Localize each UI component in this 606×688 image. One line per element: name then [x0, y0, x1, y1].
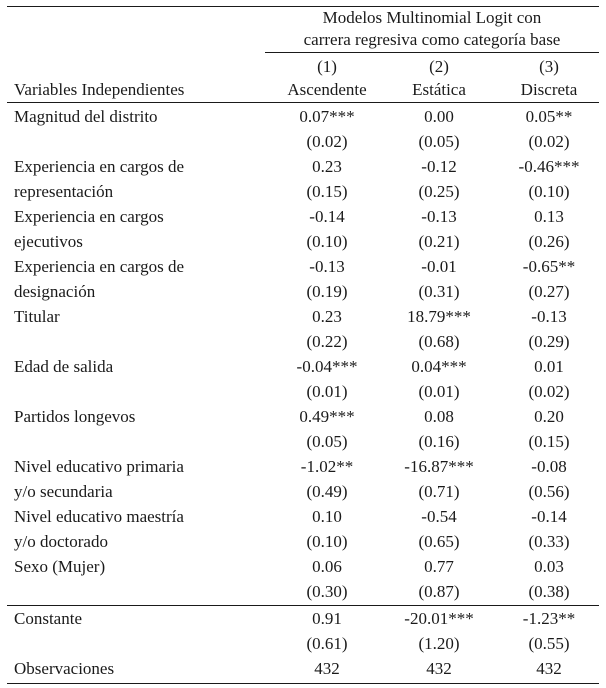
cell-value: 0.05**: [525, 107, 573, 126]
table-row: [7, 354, 599, 379]
table-row: [7, 656, 599, 681]
cell-value: -0.65**: [522, 257, 576, 276]
cell-value: -0.13: [531, 307, 567, 326]
row-label: Titular: [14, 307, 60, 326]
cell-value: (0.27): [528, 282, 570, 301]
column-number-row: [7, 54, 599, 79]
cell-value: (0.10): [306, 532, 348, 551]
cell-value: 0.04***: [411, 357, 467, 376]
cell-value: (0.05): [306, 432, 348, 451]
cell-value: -0.12: [421, 157, 457, 176]
cell-value: -0.04***: [296, 357, 358, 376]
cell-value: 0.01: [534, 357, 564, 376]
cell-value: (0.26): [528, 232, 570, 251]
table-row: [7, 579, 599, 604]
row-label: Experiencia en cargos de: [14, 157, 185, 176]
col-name-discreta: Discreta: [520, 80, 578, 99]
table-row: [7, 404, 599, 429]
cell-value: (0.02): [528, 132, 570, 151]
cell-value: 432: [314, 659, 340, 678]
cell-value: (0.10): [528, 182, 570, 201]
cell-value: (0.65): [418, 532, 460, 551]
cell-value: (0.31): [418, 282, 460, 301]
col-number-2: (2): [429, 57, 449, 76]
cell-value: (0.29): [528, 332, 570, 351]
table-row: [7, 554, 599, 579]
table-row: [7, 606, 599, 631]
table-row: [7, 329, 599, 354]
variables-header: Variables Independientes: [14, 80, 185, 99]
table-row: [7, 254, 599, 279]
col-number-1: (1): [317, 57, 337, 76]
row-label: y/o secundaria: [14, 482, 113, 501]
cell-value: 0.08: [424, 407, 454, 426]
cell-value: (0.01): [306, 382, 348, 401]
table-row: [7, 529, 599, 554]
cell-value: (0.71): [418, 482, 460, 501]
cell-value: 18.79***: [407, 307, 471, 326]
cell-value: -0.08: [531, 457, 567, 476]
table-row: [7, 304, 599, 329]
cell-value: (0.02): [528, 382, 570, 401]
row-label: Experiencia en cargos de: [14, 257, 185, 276]
row-label: Magnitud del distrito: [14, 107, 158, 126]
row-label: designación: [14, 282, 96, 301]
row-label: Constante: [14, 609, 82, 628]
models-header-line1: Modelos Multinomial Logit con: [322, 8, 542, 27]
table-row: [7, 379, 599, 404]
bottom-rule: [7, 683, 599, 684]
cell-value: (0.15): [528, 432, 570, 451]
cell-value: -0.46***: [518, 157, 580, 176]
cell-value: (0.02): [306, 132, 348, 151]
table-row: [7, 204, 599, 229]
row-label: ejecutivos: [14, 232, 83, 251]
cell-value: 0.13: [534, 207, 564, 226]
cell-value: -0.14: [309, 207, 345, 226]
table-row: [7, 454, 599, 479]
cell-value: (0.15): [306, 182, 348, 201]
cell-value: 0.23: [312, 157, 342, 176]
cell-value: 0.20: [534, 407, 564, 426]
row-label: Partidos longevos: [14, 407, 136, 426]
row-label: Observaciones: [14, 659, 115, 678]
cell-value: 0.49***: [299, 407, 355, 426]
cell-value: -0.01: [421, 257, 457, 276]
cell-value: (0.55): [528, 634, 570, 653]
header-bottom-rule: [7, 102, 599, 103]
cell-value: (0.56): [528, 482, 570, 501]
cell-value: 0.06: [312, 557, 342, 576]
table-row: [7, 479, 599, 504]
col-number-3: (3): [539, 57, 559, 76]
table-row: [7, 429, 599, 454]
column-name-row: [7, 77, 599, 102]
header-subrule: [265, 52, 599, 53]
cell-value: (0.05): [418, 132, 460, 151]
models-header-line2: carrera regresiva como categoría base: [303, 30, 561, 49]
cell-value: (0.21): [418, 232, 460, 251]
table-row: [7, 504, 599, 529]
cell-value: -1.23**: [522, 609, 576, 628]
cell-value: (0.16): [418, 432, 460, 451]
cell-value: -1.02**: [300, 457, 354, 476]
cell-value: (0.61): [306, 634, 348, 653]
cell-value: 0.77: [424, 557, 454, 576]
row-label: Experiencia en cargos: [14, 207, 164, 226]
cell-value: (0.87): [418, 582, 460, 601]
row-label: Nivel educativo primaria: [14, 457, 184, 476]
row-label: y/o doctorado: [14, 532, 108, 551]
cell-value: (0.01): [418, 382, 460, 401]
table-row: [7, 129, 599, 154]
row-label: Nivel educativo maestría: [14, 507, 184, 526]
table-row: [7, 179, 599, 204]
cell-value: 0.00: [424, 107, 454, 126]
cell-value: -0.13: [309, 257, 345, 276]
table-row: [7, 229, 599, 254]
cell-value: -16.87***: [404, 457, 474, 476]
cell-value: (1.20): [418, 634, 460, 653]
row-label: Edad de salida: [14, 357, 114, 376]
row-label: representación: [14, 182, 114, 201]
cell-value: (0.68): [418, 332, 460, 351]
table-row: [7, 631, 599, 656]
cell-value: 0.10: [312, 507, 342, 526]
cell-value: 432: [536, 659, 562, 678]
cell-value: 0.23: [312, 307, 342, 326]
cell-value: -0.13: [421, 207, 457, 226]
col-name-ascendente: Ascendente: [287, 80, 367, 99]
cell-value: (0.33): [528, 532, 570, 551]
cell-value: (0.38): [528, 582, 570, 601]
cell-value: (0.10): [306, 232, 348, 251]
cell-value: 0.91: [312, 609, 342, 628]
cell-value: -20.01***: [404, 609, 474, 628]
cell-value: (0.19): [306, 282, 348, 301]
table-row: [7, 154, 599, 179]
col-name-estatica: Estática: [412, 80, 466, 99]
cell-value: (0.30): [306, 582, 348, 601]
cell-value: 0.07***: [299, 107, 355, 126]
cell-value: (0.49): [306, 482, 348, 501]
cell-value: 0.03: [534, 557, 564, 576]
table-row: [7, 104, 599, 129]
cell-value: -0.54: [421, 507, 457, 526]
row-label: Sexo (Mujer): [14, 557, 106, 576]
cell-value: (0.22): [306, 332, 348, 351]
cell-value: 432: [426, 659, 452, 678]
table-row: [7, 279, 599, 304]
cell-value: -0.14: [531, 507, 567, 526]
cell-value: (0.25): [418, 182, 460, 201]
